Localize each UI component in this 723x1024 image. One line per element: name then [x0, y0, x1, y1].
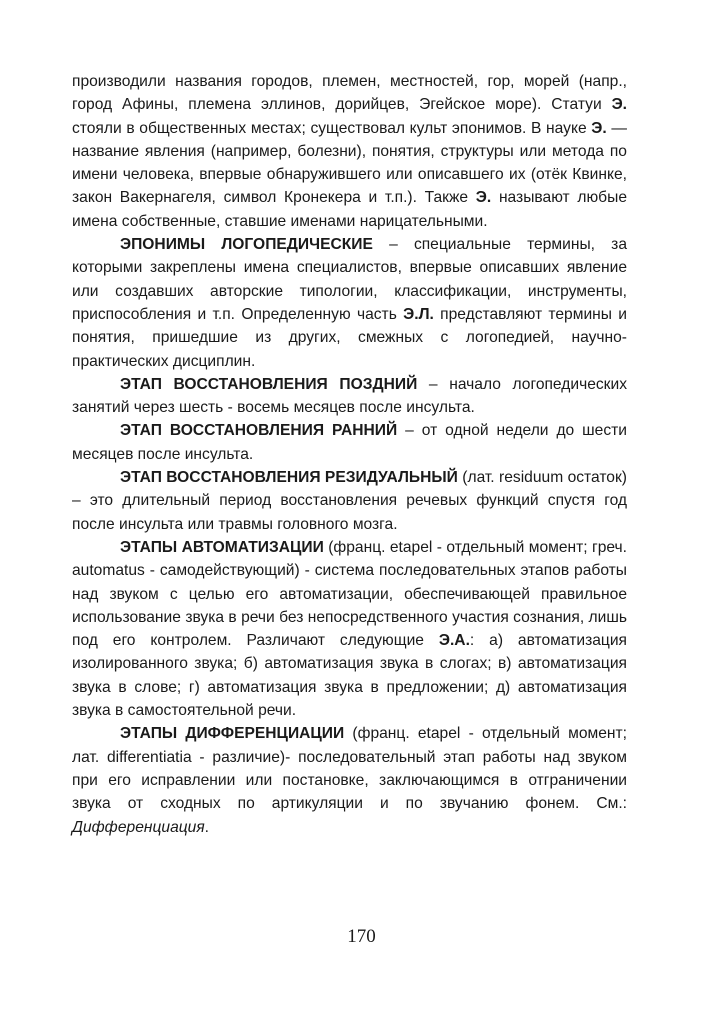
entry-early-recovery-stage — [72, 419, 627, 466]
term: Э. — [475, 189, 492, 207]
body-text — [72, 70, 627, 839]
term: ЭТАП ВОССТАНОВЛЕНИЯ ПОЗДНИЙ — [120, 375, 418, 393]
term: Э. — [591, 119, 607, 137]
text-run: (франц. etapel - отдельный момент; греч. automatus - самодействующий) - система последовательных этапов работы над звуком с целью его автоматизации, обеспечивающей правильное использование звука в речи без непосредственного участия сознания, лишь под его контролем. Различают следующие — [72, 538, 627, 650]
text-run: называют любые имена собственные, ставшие именами нарицательными. — [72, 189, 627, 230]
entry-eponyms-speech-therapy — [72, 233, 627, 373]
page-number: 170 — [347, 926, 376, 947]
text-run: (франц. etapel - отдельный момент; лат. differentiatia - различие)- последовательный этап работы над звуком при его исправлении или постановке, заключающимся в отграничении звука от сходных по артикуляции и по звучанию фонем. См.: — [72, 725, 627, 813]
text-run: – начало логопедических занятий через шесть - восемь месяцев после инсульта. — [72, 375, 627, 417]
term: Э.А. — [438, 632, 470, 650]
term: ЭТАП ВОССТАНОВЛЕНИЯ РЕЗИДУАЛЬНЫЙ — [120, 469, 458, 487]
text-run: производили названия городов, племен, местностей, гор, морей (напр., город Афины, племена эллинов, дорийцев, Эгейское море). Статуи — [72, 73, 627, 114]
text-run: – специальные термины, за которыми закреплены имена специалистов, впервые описавших явление или создавших авторские типологии, классификации, инструменты, приспособления и т.п. Определенную часть — [72, 236, 628, 323]
term: ЭПОНИМЫ ЛОГОПЕДИЧЕСКИЕ — [120, 236, 373, 254]
term: ЭТАПЫ ДИФФЕРЕНЦИАЦИИ — [120, 725, 345, 743]
text-run: стояли в общественных местах; существовал культ эпонимов. В науке — [72, 119, 592, 137]
text-run: . — [204, 818, 210, 836]
text-run: представляют термины и понятия, пришедшие из других, смежных с логопедией, научно-практических дисциплин. — [72, 305, 628, 370]
term: Э.Л. — [403, 305, 434, 323]
term: ЭТАП ВОССТАНОВЛЕНИЯ РАННИЙ — [120, 422, 398, 440]
entry-late-recovery-stage — [72, 373, 627, 420]
entry-automation-stages — [72, 536, 627, 722]
cross-reference: Дифференциация — [72, 818, 205, 836]
term: Э. — [611, 96, 627, 114]
text-run: : а) автоматизация изолированного звука; б) автоматизация звука в слогах; в) автоматизация звука в слове; г) автоматизация звука в предложении; д) автоматизация звука в самостоятельной речи. — [72, 632, 627, 720]
term: ЭТАПЫ АВТОМАТИЗАЦИИ — [120, 538, 324, 556]
paragraph-eponyms-continued — [72, 70, 627, 233]
text-run: — название явления (например, болезни), понятия, структуры или метода по имени человека, впервые обнаружившего или описавшего их (отёк Квинке, закон Вакернагеля, символ Кронекера и т.п.). Также — [72, 119, 627, 207]
text-run: – от одной недели до шести месяцев после инсульта. — [72, 422, 627, 463]
entry-differentiation-stages — [72, 722, 627, 838]
text-run: (лат. residuum остаток) – это длительный период восстановления речевых функций спустя год после инсульта или травмы головного мозга. — [72, 469, 627, 533]
entry-residual-recovery-stage — [72, 466, 627, 536]
